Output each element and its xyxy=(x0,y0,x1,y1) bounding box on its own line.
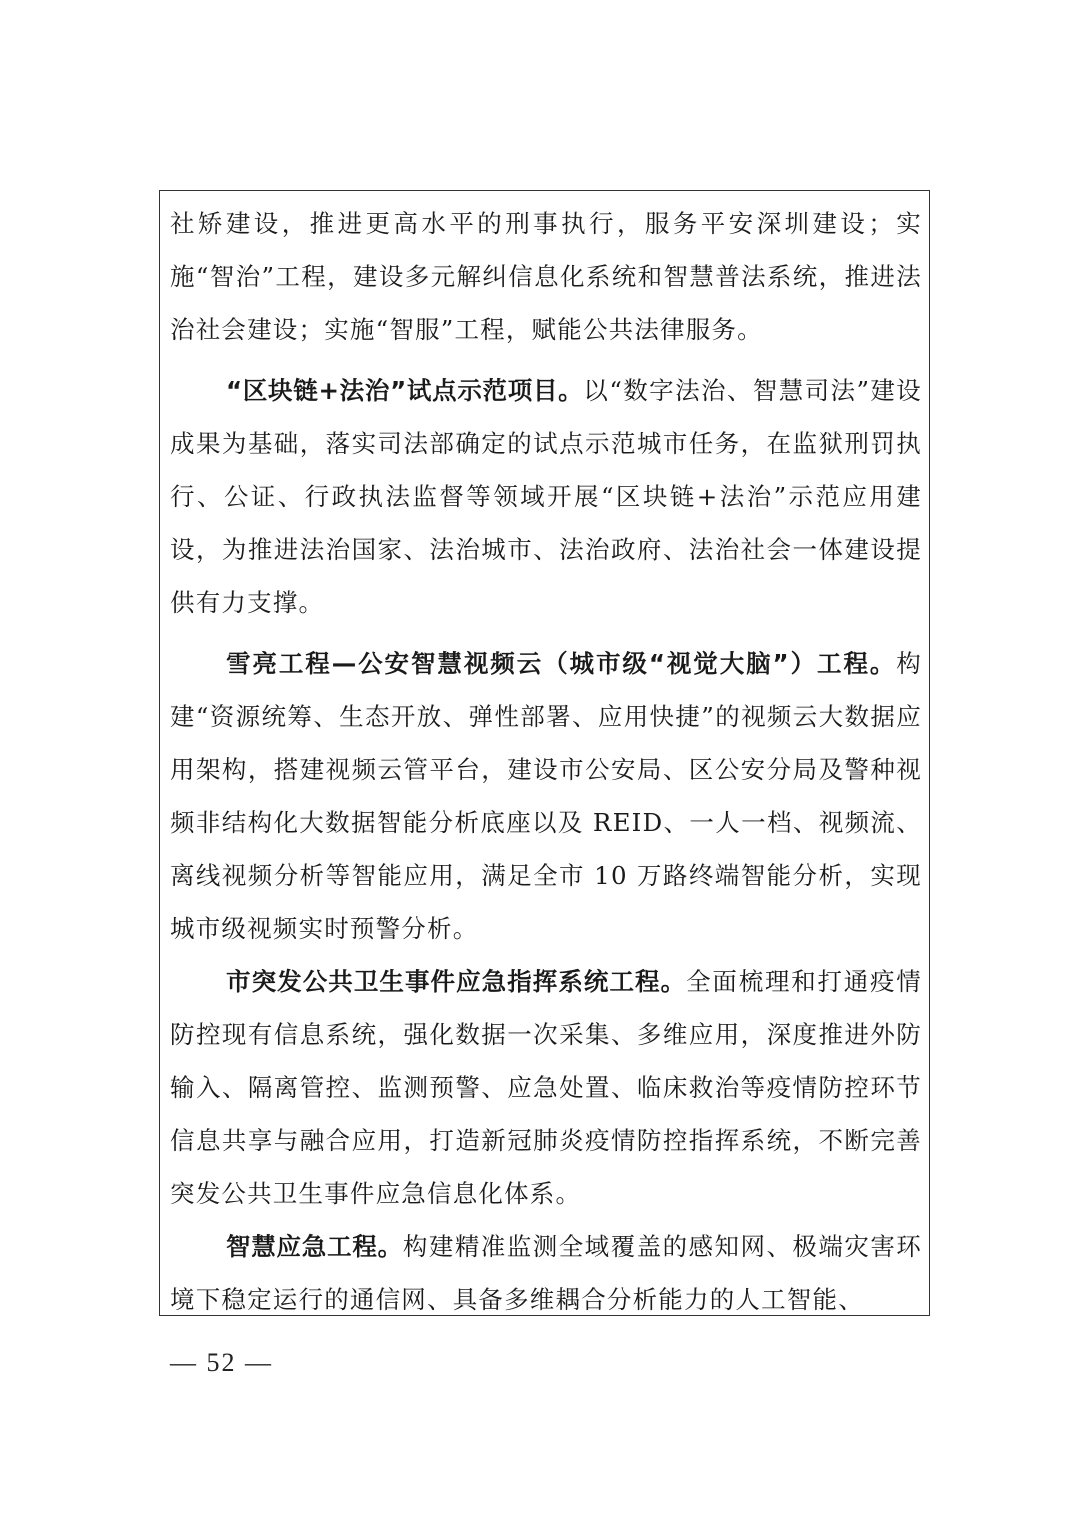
paragraph-smart-emergency xyxy=(170,1220,922,1316)
paragraph-text: 以“数字法治、智慧司法”建设成果为基础，落实司法部确定的试点示范城市任务，在监狱刑罚执行、公证、行政执法监督等领域开展“区块链+法治”示范应用建设，为推进法治国家、法治城市、法治政府、法治社会一体建设提供有力支撑。 xyxy=(170,376,922,617)
paragraph-public-health-emergency xyxy=(170,955,922,1220)
paragraph-heading: 雪亮工程—公安智慧视频云（城市级“视觉大脑”）工程。 xyxy=(226,649,897,678)
paragraph-text: 社矫建设，推进更高水平的刑事执行，服务平安深圳建设；实施“智治”工程，建设多元解纠信息化系统和智慧普法系统，推进法治社会建设；实施“智服”工程，赋能公共法律服务。 xyxy=(170,209,922,344)
paragraph-video-cloud xyxy=(170,637,922,955)
paragraph-heading: “区块链+法治”试点示范项目。 xyxy=(226,376,584,405)
page-number: — 52 — xyxy=(170,1348,273,1377)
paragraph-heading: 智慧应急工程。 xyxy=(226,1232,403,1261)
paragraph-blockchain-rule-of-law xyxy=(170,364,922,629)
paragraph-text: 全面梳理和打通疫情防控现有信息系统，强化数据一次采集、多维应用，深度推进外防输入、隔离管控、监测预警、应急处置、临床救治等疫情防控环节信息共享与融合应用，打造新冠肺炎疫情防控指挥系统，不断完善突发公共卫生事件应急信息化体系。 xyxy=(170,967,922,1208)
document-body xyxy=(170,197,922,1316)
paragraph-text: 构建“资源统筹、生态开放、弹性部署、应用快捷”的视频云大数据应用架构，搭建视频云管平台，建设市公安局、区公安分局及警种视频非结构化大数据智能分析底座以及 REID、一人一档、视频流、离线视频分析等智能应用，满足全市 10 万路终端智能分析，实现城市级视频实时预警分析。 xyxy=(170,649,922,943)
paragraph-text: 构建精准监测全域覆盖的感知网、极端灾害环境下稳定运行的通信网、具备多维耦合分析能力的人工智能、 xyxy=(170,1232,923,1314)
paragraph-continuation xyxy=(170,197,922,356)
content-frame xyxy=(159,190,930,1316)
paragraph-heading: 市突发公共卫生事件应急指挥系统工程。 xyxy=(226,967,687,996)
